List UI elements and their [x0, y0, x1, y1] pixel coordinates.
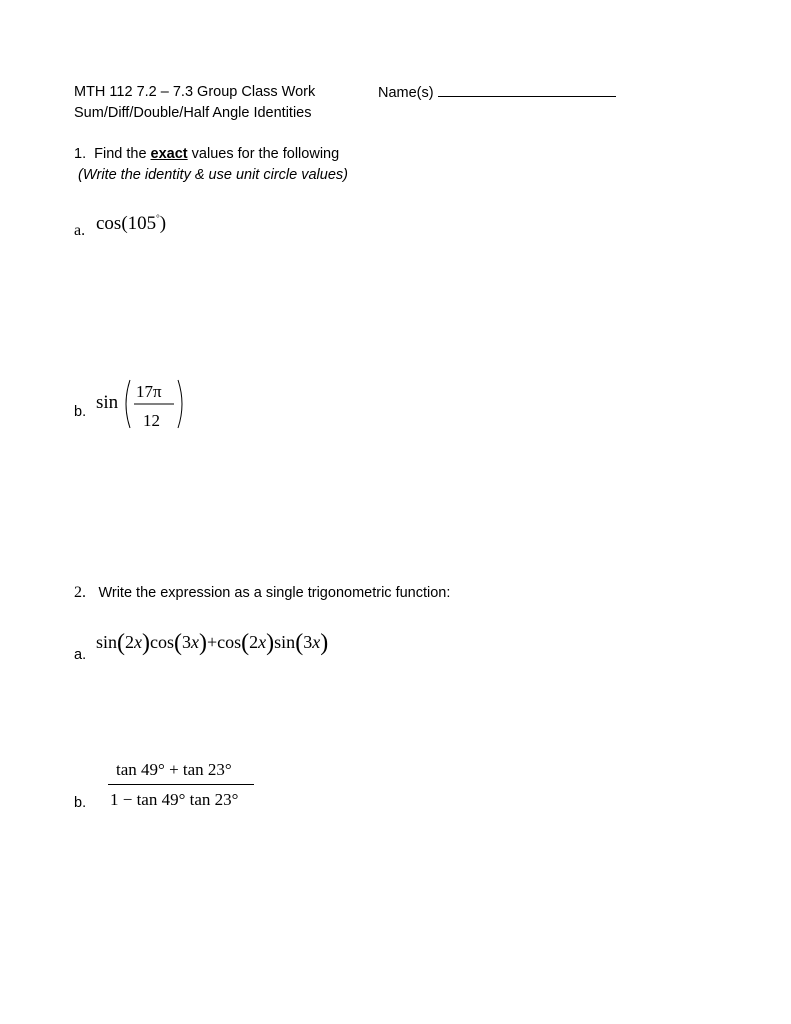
expr-cos-2: cos — [217, 632, 242, 652]
question-1-number: 1. — [74, 146, 87, 162]
name-blank-line[interactable] — [438, 84, 616, 97]
expr-coef-1: 2 — [125, 632, 135, 652]
expr-plus: + — [207, 632, 218, 652]
left-paren — [126, 380, 130, 428]
expr-var-4: x — [312, 632, 321, 652]
expr-coef-2: 3 — [182, 632, 192, 652]
expr-var-2: x — [191, 632, 200, 652]
expr-sin-1: sin — [96, 632, 118, 652]
right-paren — [178, 380, 182, 428]
question-2a-label: a. — [74, 647, 87, 663]
question-1a-close: ) — [159, 213, 167, 234]
question-1b-numerator: 17π — [136, 382, 162, 401]
question-1-prompt-after: values for the following — [187, 146, 340, 162]
question-2-text: Write the expression as a single trigonometric function: — [98, 585, 451, 601]
question-2b-numerator: tan 49° + tan 23° — [116, 760, 232, 779]
question-2a-expression: sin(2x)cos(3x)+cos(2x)sin(3x) — [96, 630, 329, 656]
name-field[interactable] — [378, 84, 616, 101]
question-1b-label: b. — [74, 404, 87, 420]
question-1-prompt-before: Find the — [94, 146, 151, 162]
name-label: Name(s) — [378, 85, 434, 101]
question-2b-fraction-bar — [108, 783, 256, 787]
course-title: MTH 112 7.2 – 7.3 Group Class Work — [74, 84, 316, 100]
degree-symbol: ° — [156, 213, 160, 223]
question-1a-expression — [96, 213, 166, 235]
worksheet-subtitle: Sum/Diff/Double/Half Angle Identities — [74, 105, 312, 121]
question-2b-denominator: 1 − tan 49° tan 23° — [110, 790, 239, 809]
question-2-number: 2. — [74, 584, 86, 601]
question-1-prompt — [74, 146, 339, 162]
question-1-emphasis: exact — [150, 146, 188, 162]
question-1a-label: a. — [74, 222, 86, 239]
question-2b-label: b. — [74, 795, 87, 811]
question-1b-denominator: 12 — [143, 411, 160, 430]
expr-coef-3: 2 — [249, 632, 259, 652]
question-1b-func: sin — [96, 392, 119, 413]
question-1-instruction: (Write the identity & use unit circle values) — [78, 167, 348, 183]
expr-sin-2: sin — [274, 632, 296, 652]
question-1a-func: cos(105 — [96, 213, 157, 234]
expr-var-1: x — [134, 632, 143, 652]
question-2-prompt — [74, 584, 450, 602]
expr-cos-1: cos — [150, 632, 175, 652]
expr-var-3: x — [258, 632, 267, 652]
expr-coef-4: 3 — [303, 632, 313, 652]
